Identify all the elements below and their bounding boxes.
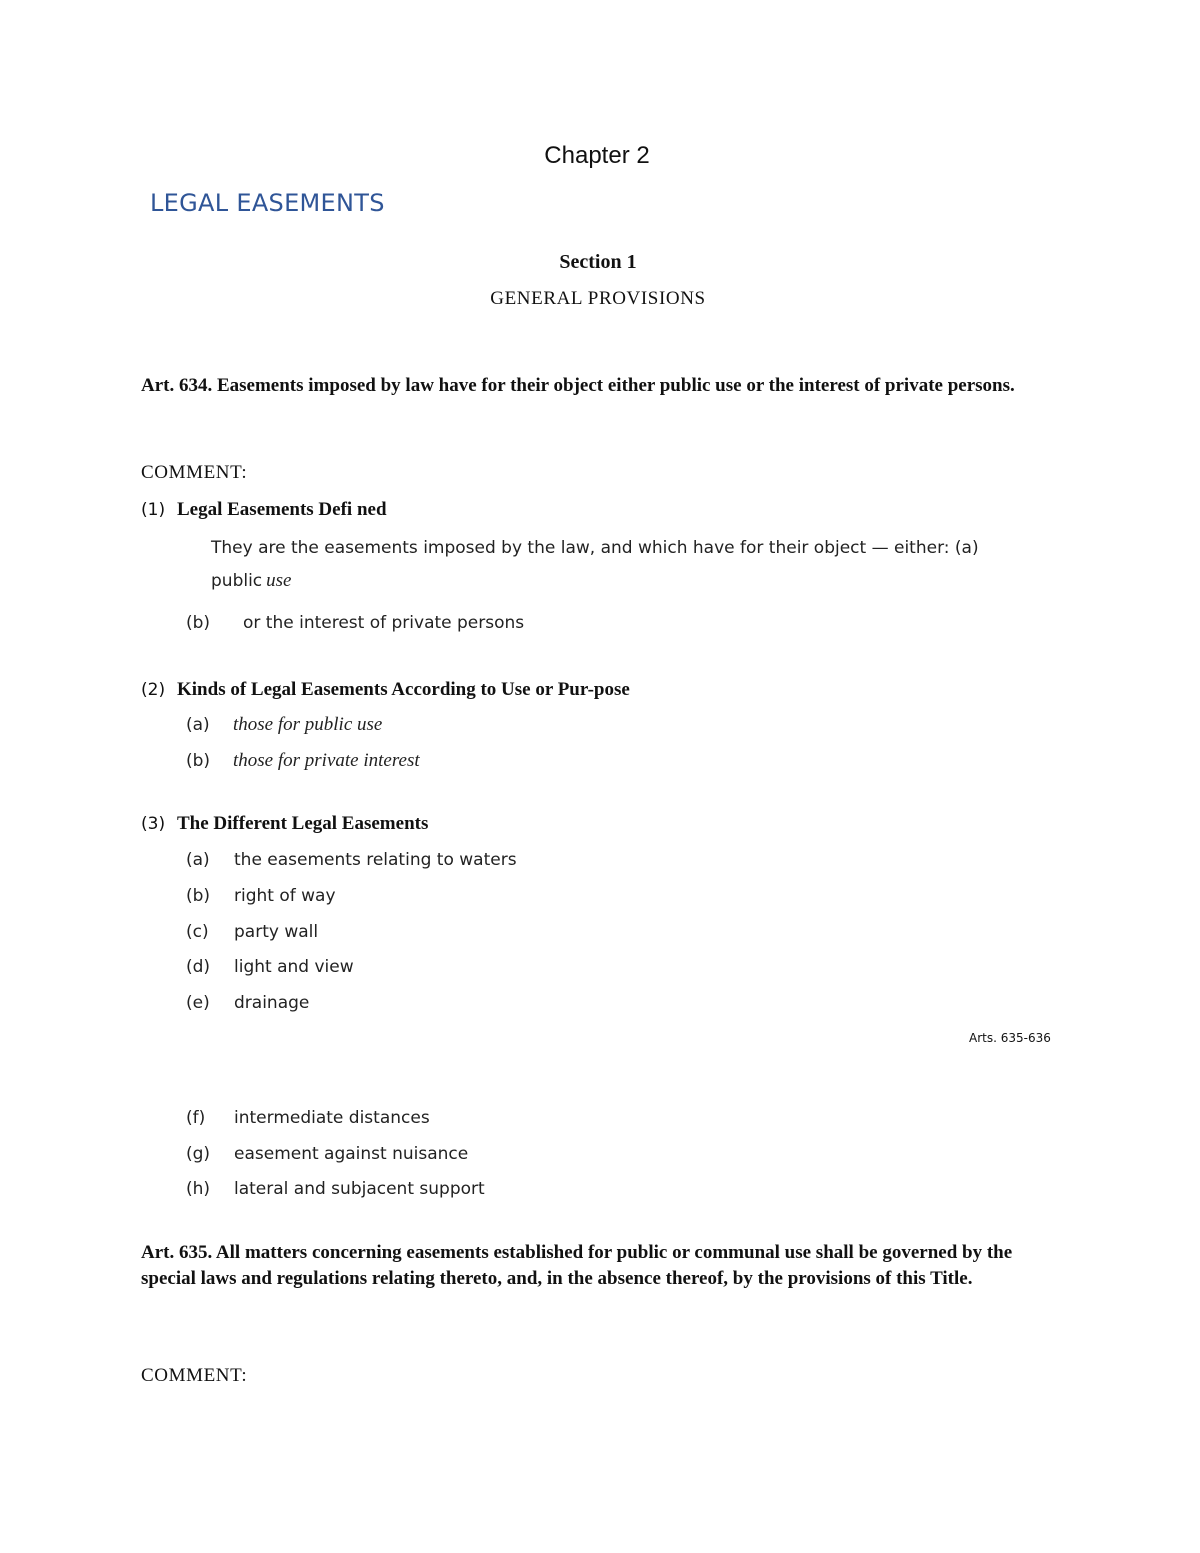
section-title: GENERAL PROVISIONS (490, 288, 706, 309)
article-634: Art. 634. Easements imposed by law have for their object either public use or the interest of private persons. (141, 375, 1015, 396)
heading-text: The Different Legal Easements (177, 813, 429, 834)
definition-line-2 (211, 570, 291, 592)
heading-kinds-of-legal-easements (141, 679, 630, 701)
list-item-text: those for private interest (233, 750, 420, 771)
comment-label: COMMENT: (141, 1365, 248, 1386)
chapter-heading: Chapter 2 (544, 142, 650, 169)
list-marker: (a) (186, 715, 210, 735)
title-legal-easements: LEGAL EASEMENTS (150, 189, 385, 217)
list-item-text: those for public use (233, 714, 383, 735)
heading-different-legal-easements (141, 813, 428, 835)
list-marker: (e) (186, 993, 210, 1013)
list-item-text: drainage (234, 993, 310, 1013)
heading-number: (3) (141, 814, 166, 834)
definition-use-italic: use (266, 570, 292, 591)
list-item-text: the easements relating to waters (234, 850, 517, 870)
comment-label: COMMENT: (141, 462, 248, 483)
heading-text: Legal Easements Defi ned (177, 499, 387, 520)
list-item-text: or the interest of private persons (243, 613, 525, 633)
heading-number: (1) (141, 500, 166, 520)
definition-line-1: They are the easements imposed by the law, and which have for their object — either: (a) (211, 538, 979, 558)
heading-text: Kinds of Legal Easements According to Use or Pur-pose (177, 679, 630, 700)
definition-public: public (211, 571, 263, 591)
list-marker: (b) (186, 613, 211, 633)
list-item-text: party wall (234, 922, 319, 942)
heading-number: (2) (141, 680, 166, 700)
list-marker: (b) (186, 751, 211, 771)
section-number: Section 1 (559, 251, 637, 273)
list-marker: (d) (186, 957, 211, 977)
article-635: Art. 635. All matters concerning easements established for public or communal use shall be governed by the special laws and regulations relating thereto, and, in the absence thereof, by the provisions of this Title. (141, 1242, 1013, 1289)
running-head: Arts. 635-636 (969, 1031, 1051, 1045)
list-item-text: light and view (234, 957, 354, 977)
heading-legal-easements-defined (141, 499, 387, 521)
list-marker: (f) (186, 1108, 206, 1128)
list-item-text: right of way (234, 886, 336, 906)
list-marker: (b) (186, 886, 211, 906)
list-item-text: lateral and subjacent support (234, 1179, 485, 1199)
list-marker: (c) (186, 922, 209, 942)
list-item-text: easement against nuisance (234, 1144, 469, 1164)
list-marker: (g) (186, 1144, 211, 1164)
list-marker: (h) (186, 1179, 211, 1199)
list-marker: (a) (186, 850, 210, 870)
list-item-text: intermediate distances (234, 1108, 430, 1128)
